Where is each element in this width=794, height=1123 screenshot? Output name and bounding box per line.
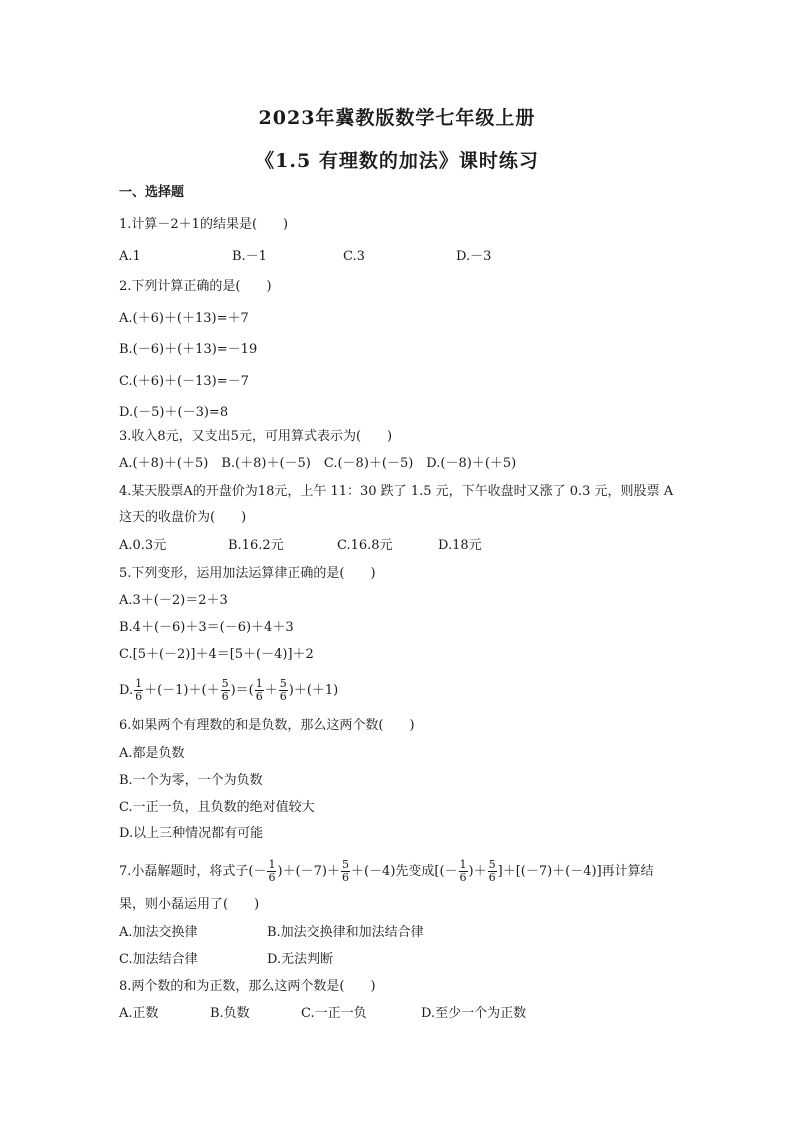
q7-stem-line2: 果，则小磊运用了( ) [119, 897, 260, 912]
q1-option-a: A.1 [119, 249, 141, 264]
q5-d-fraction-3 [255, 678, 264, 703]
q5-option-b: B.4＋(－6)＋3＝(－6)＋4＋3 [119, 620, 294, 635]
q4-option-d: D.18元 [438, 538, 482, 553]
q7-option-c: C.加法结合律 [119, 952, 198, 967]
q5-option-c: C.[5＋(－2)]＋4＝[5＋(－4)]＋2 [119, 647, 314, 662]
q1-option-b: B.－1 [232, 249, 267, 264]
q8-option-d: D.至少一个为正数 [421, 1006, 527, 1021]
q8-option-a: A.正数 [119, 1006, 159, 1021]
q5-d-text-4: ＋ [264, 683, 278, 698]
q6-stem: 6.如果两个有理数的和是负数，那么这两个数( ) [119, 718, 415, 733]
q5-d-fraction-4-denominator: 6 [279, 690, 287, 703]
q5-option-d [119, 676, 338, 706]
q5-d-fraction-3-numerator: 1 [255, 677, 263, 690]
q4-option-b: B.16.2元 [228, 538, 284, 553]
q5-d-fraction-2-numerator: 5 [221, 677, 229, 690]
q4-option-a: A.0.3元 [119, 538, 167, 553]
q7-fraction-1 [267, 859, 276, 884]
q7-fraction-3 [459, 859, 468, 884]
q4-stem-line2: 这天的收盘价为( ) [119, 510, 247, 525]
q7-fraction-2-denominator: 6 [341, 871, 349, 884]
q7-text-2: )＋(－7)＋ [277, 864, 340, 879]
q7-fraction-4 [488, 859, 497, 884]
q7-fraction-1-numerator: 1 [268, 858, 276, 871]
q5-stem: 5.下列变形，运用加法运算律正确的是( ) [119, 566, 376, 581]
q7-text-3: ＋(－4)先变成[(－ [350, 864, 458, 879]
document-subtitle: 《1.5 有理数的加法》课时练习 [255, 150, 539, 172]
q5-d-fraction-1-denominator: 6 [135, 690, 143, 703]
q6-option-d: D.以上三种情况都有可能 [119, 826, 264, 841]
q8-stem: 8.两个数的和为正数，那么这两个数是( ) [119, 979, 376, 994]
q5-d-fraction-4-numerator: 5 [279, 677, 287, 690]
q5-d-fraction-1 [134, 678, 143, 703]
q7-fraction-3-denominator: 6 [459, 871, 467, 884]
q7-fraction-2-numerator: 5 [341, 858, 349, 871]
q3-options: A.(＋8)＋(＋5) B.(＋8)＋(－5) C.(－8)＋(－5) D.(－8)＋(＋5) [119, 456, 517, 471]
q5-d-fraction-2-denominator: 6 [221, 690, 229, 703]
q5-d-fraction-3-denominator: 6 [255, 690, 263, 703]
q7-fraction-3-numerator: 1 [459, 858, 467, 871]
q2-option-c: C.(＋6)＋(－13)=－7 [119, 374, 249, 389]
q7-text-5: ]＋[(－7)＋(－4)]再计算结 [497, 864, 654, 879]
q4-option-c: C.16.8元 [337, 538, 393, 553]
q2-option-a: A.(＋6)＋(＋13)=＋7 [119, 311, 249, 326]
q5-d-text-3: )＝( [230, 683, 254, 698]
q7-option-b: B.加法交换律和加法结合律 [267, 925, 424, 940]
q5-option-a: A.3＋(－2)＝2＋3 [119, 593, 228, 608]
q5-d-text-2: ＋(－1)＋(＋ [144, 683, 220, 698]
q2-stem: 2.下列计算正确的是( ) [119, 279, 272, 294]
q4-stem-line1: 4.某天股票A的开盘价为18元，上午 11：30 跌了 1.5 元，下午收盘时又涨了 0.3 元，则股票 A [119, 484, 674, 499]
q5-d-text-1: D. [119, 683, 134, 698]
q7-text-4: )＋ [468, 864, 487, 879]
q8-option-c: C.一正一负 [301, 1006, 367, 1021]
q1-option-c: C.3 [343, 249, 365, 264]
document-title: 2023年冀教版数学七年级上册 [258, 107, 536, 129]
q1-option-d: D.－3 [456, 249, 492, 264]
q3-stem: 3.收入8元，又支出5元，可用算式表示为( ) [119, 429, 393, 444]
q7-option-d: D.无法判断 [267, 952, 334, 967]
q6-option-b: B.一个为零，一个为负数 [119, 773, 263, 788]
q1-stem: 1.计算－2＋1的结果是( ) [119, 217, 289, 232]
section-heading: 一、选择题 [119, 185, 185, 200]
q7-fraction-2 [341, 859, 350, 884]
q8-option-b: B.负数 [210, 1006, 250, 1021]
q6-option-c: C.一正一负，且负数的绝对值较大 [119, 800, 315, 815]
q7-stem-line1 [119, 857, 654, 887]
q5-d-text-5: )＋(＋1) [288, 683, 339, 698]
q5-d-fraction-4 [279, 678, 288, 703]
q6-option-a: A.都是负数 [119, 746, 185, 761]
q2-option-d: D.(－5)＋(－3)=8 [119, 405, 229, 420]
q7-text-1: 7.小磊解题时，将式子(－ [119, 864, 267, 879]
q7-option-a: A.加法交换律 [119, 925, 198, 940]
q7-fraction-4-denominator: 6 [488, 871, 496, 884]
q7-fraction-4-numerator: 5 [488, 858, 496, 871]
q2-option-b: B.(－6)＋(＋13)=－19 [119, 342, 258, 357]
q5-d-fraction-2 [221, 678, 230, 703]
q7-fraction-1-denominator: 6 [268, 871, 276, 884]
q5-d-fraction-1-numerator: 1 [135, 677, 143, 690]
